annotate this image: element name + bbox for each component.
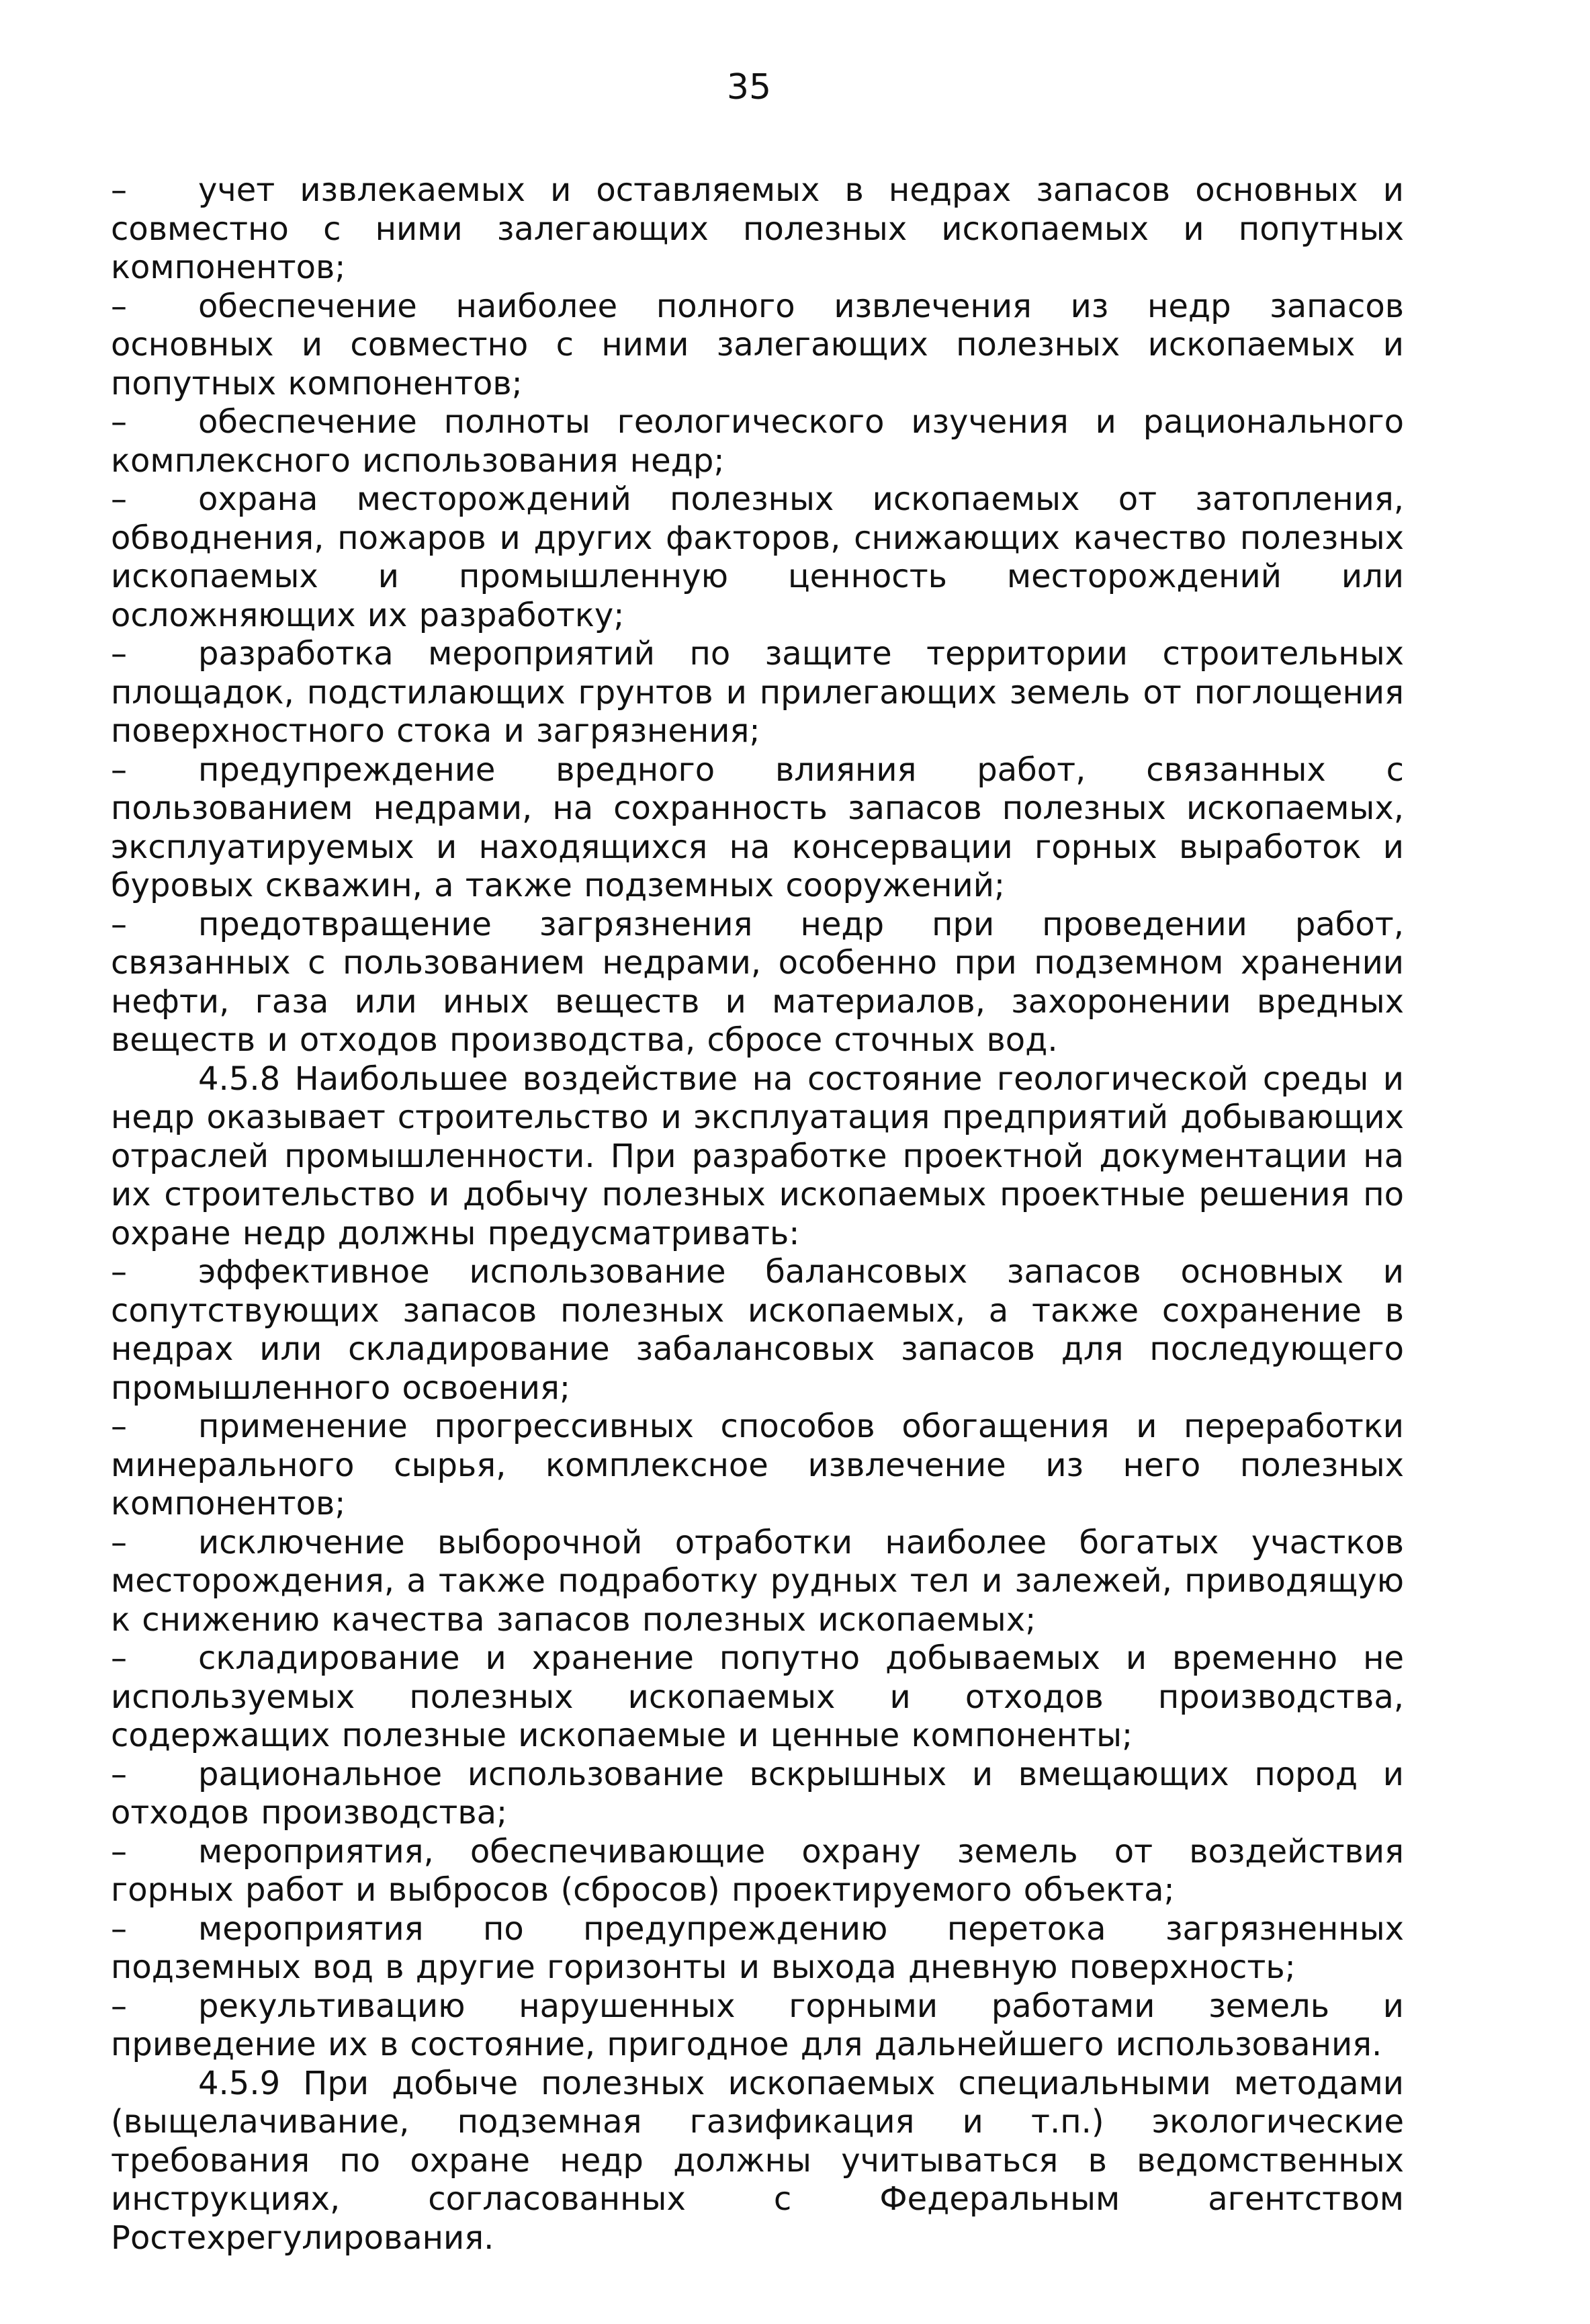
paragraph-text: Наибольшее воздействие на состояние геологической среды и недр оказывает строительство и эксплуатация предприятий добывающих отраслей промышленности. При разработке проектной документации на их строительство и добычу полезных ископаемых проектные решения по охране недр должны предусматривать: [111,1060,1404,1252]
dash-marker: – [111,1909,127,1948]
bullet-text: обеспечение полноты геологического изучения и рационального комплексного использования недр; [111,403,1404,480]
bullet-text: рациональное использование вскрышных и вмещающих пород и отходов производства; [111,1755,1404,1832]
bullet-text: обеспечение наиболее полного извлечения из недр запасов основных и совместно с ними залегающих полезных ископаемых и попутных компонентов; [111,287,1404,402]
bullet-text: складирование и хранение попутно добываемых и временно не используемых полезных ископаемых и отходов производства, содержащих полезные ископаемые и ценные компоненты; [111,1639,1404,1754]
bullet-item [111,1756,1404,1833]
bullet-text: эффективное использование балансовых запасов основных и сопутствующих запасов полезных ископаемых, а также сохранение в недрах или складирование забалансовых запасов для последующего промышленного освоения; [111,1253,1404,1407]
bullet-item [111,403,1404,480]
paragraph-number: 4.5.8 [198,1060,281,1098]
dash-marker: – [111,171,127,209]
bullet-item [111,1639,1404,1756]
bullet-item [111,1524,1404,1640]
dash-marker: – [111,750,127,789]
dash-marker: – [111,1755,127,1793]
bullet-item [111,480,1404,635]
dash-marker: – [111,905,127,943]
dash-marker: – [111,403,127,441]
bullet-text: рекультивацию нарушенных горными работами земель и приведение их в состояние, пригодное для дальнейшего использования. [111,1987,1404,2063]
dash-marker: – [111,1408,127,1445]
bullet-text: охрана месторождений полезных ископаемых от затопления, обводнения, пожаров и других факторов, снижающих качество полезных ископаемых и промышленную ценность месторождений или осложняющих их разработку; [111,480,1404,634]
dash-marker: – [111,1639,127,1677]
bullet-item [111,171,1404,288]
dash-marker: – [111,1832,127,1870]
bullet-item [111,1253,1404,1408]
bullet-item [111,906,1404,1060]
dash-marker: – [111,1987,127,2025]
bullet-text: применение прогрессивных способов обогащения и переработки минерального сырья, комплексное извлечение из него полезных компонентов; [111,1408,1404,1522]
dash-marker: – [111,480,127,518]
dash-marker: – [111,1523,127,1561]
bullet-text: разработка мероприятий по защите территории строительных площадок, подстилающих грунтов и прилегающих земель от поглощения поверхностного стока и загрязнения; [111,635,1404,750]
bullet-item [111,1910,1404,1987]
dash-marker: – [111,1253,127,1291]
bullet-item [111,288,1404,404]
page-number: 35 [726,67,772,107]
bullet-item [111,1987,1404,2065]
bullet-text: мероприятия по предупреждению перетока загрязненных подземных вод в другие горизонты и выхода дневную поверхность; [111,1909,1404,1986]
bullet-text: предотвращение загрязнения недр при проведении работ, связанных с пользованием недрами, особенно при подземном хранении нефти, газа или иных веществ и материалов, захоронении вредных веществ и отходов производства, сбросе сточных вод. [111,905,1404,1059]
dash-marker: – [111,635,127,673]
paragraph-text: При добыче полезных ископаемых специальными методами (выщелачивание, подземная газификация и т.п.) экологические требования по охране недр должны учитываться в ведомственных инструкциях, согласованных с Федеральным агентством Ростехрегулирования. [111,2064,1404,2257]
bullet-text: исключение выборочной отработки наиболее богатых участков месторождения, а также подработку рудных тел и залежей, приводящую к снижению качества запасов полезных ископаемых; [111,1523,1404,1639]
document-body [111,171,1404,2257]
paragraph-4-5-9 [111,2065,1404,2258]
bullet-item [111,1408,1404,1524]
bullet-text: предупреждение вредного влияния работ, связанных с пользованием недрами, на сохранность запасов полезных ископаемых, эксплуатируемых и находящихся на консервации горных выработок и буровых скважин, а также подземных сооружений; [111,750,1404,904]
paragraph-number: 4.5.9 [198,2064,281,2102]
bullet-text: мероприятия, обеспечивающие охрану земель от воздействия горных работ и выбросов (сбросов) проектируемого объекта; [111,1832,1404,1909]
bullet-item [111,1833,1404,1910]
bullet-text: учет извлекаемых и оставляемых в недрах запасов основных и совместно с ними залегающих полезных ископаемых и попутных компонентов; [111,171,1404,286]
dash-marker: – [111,287,127,325]
bullet-item [111,635,1404,751]
paragraph-4-5-8 [111,1060,1404,1254]
bullet-item [111,751,1404,906]
